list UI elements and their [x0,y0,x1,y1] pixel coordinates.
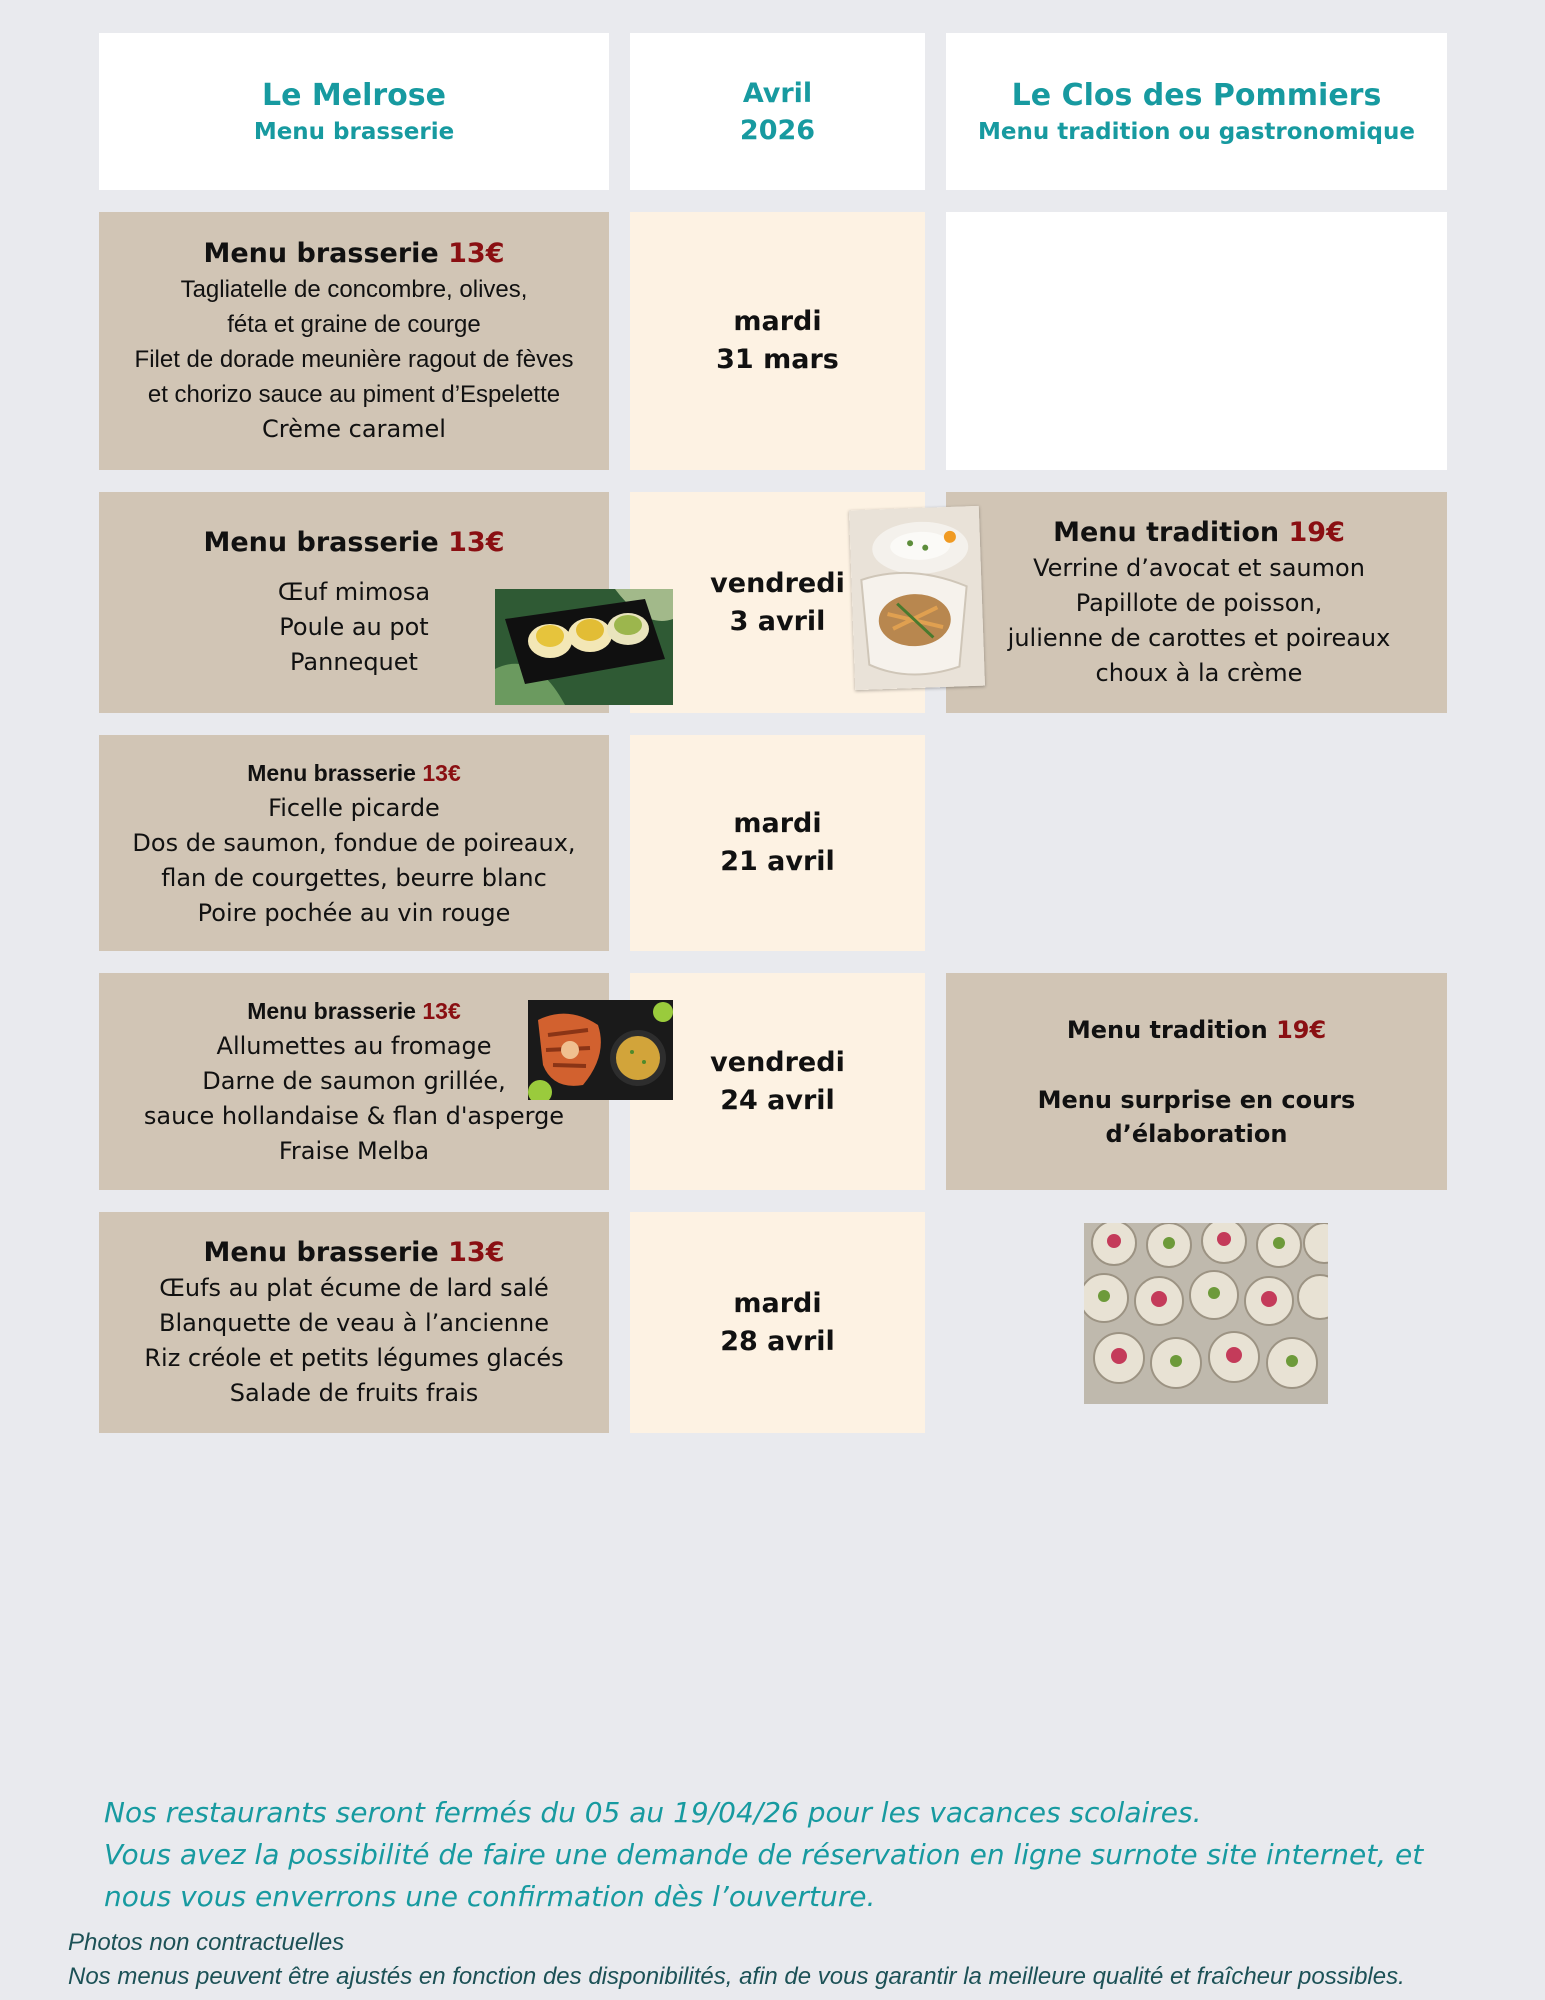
date-28-avril [630,1212,925,1433]
grilled-salmon-photo [528,1000,673,1100]
dish-line: Verrine d’avocat et saumon [1033,553,1365,582]
dish-line: Darne de saumon grillée, [202,1067,506,1095]
reservation-notice-line1: Vous avez la possibilité de faire une demande de réservation en ligne surnote site internet, et [104,1838,1424,1871]
menu-price: 13€ [422,759,461,786]
dish-line: choux à la crème [1095,658,1303,687]
dish-line: Ficelle picarde [268,793,440,822]
restaurant-subtitle-clos: Menu tradition ou gastronomique [978,118,1415,145]
menu-price: 19€ [1276,1015,1327,1044]
header-melrose [99,33,609,190]
verrines-dessert-photo [1084,1223,1328,1404]
menu-adjustment-disclaimer: Nos menus peuvent être ajustés en fonction des disponibilités, afin de vous garantir la meilleure qualité et fraîcheur possibles. [68,1963,1405,1990]
brasserie-menu-31-mars [99,212,609,470]
date-value: 31 mars [716,344,839,375]
date-31-mars [630,212,925,470]
dish-line: Poule au pot [279,613,429,641]
photos-disclaimer: Photos non contractuelles [68,1929,345,1956]
date-day: mardi [733,306,822,337]
brasserie-menu-21-avril [99,735,609,951]
date-value: 24 avril [720,1084,835,1116]
dish-line: Pannequet [290,648,418,676]
menu-title: Menu tradition 19€ [1066,1015,1327,1044]
menu-title: Menu brasserie 13€ [203,1236,505,1268]
dish-line: et chorizo sauce au piment d’Espelette [147,380,561,408]
menu-price: 19€ [1288,516,1345,548]
reservation-notice-line2: nous vous enverrons une confirmation dès l’ouverture. [104,1880,876,1913]
restaurant-title-clos: Le Clos des Pommiers [1011,77,1382,113]
date-day: vendredi [710,1046,845,1078]
dish-line: Fraise Melba [278,1137,430,1165]
date-day: vendredi [710,567,845,599]
restaurant-subtitle-melrose: Menu brasserie [253,118,455,145]
menu-price: 13€ [448,237,505,269]
date-day: mardi [733,1287,822,1319]
menu-price: 13€ [448,527,505,558]
menu-price: 13€ [422,998,461,1024]
header-month [630,33,925,190]
date-24-avril [630,973,925,1190]
tradition-menu-3-avril [946,492,1447,713]
dish-line: Crème caramel [262,414,446,443]
date-value: 28 avril [720,1325,835,1357]
dish-line: sauce hollandaise & flan d'asperge [143,1102,565,1130]
dish-line: Riz créole et petits légumes glacés [144,1343,564,1372]
dish-line: Filet de dorade meunière ragout de fèves [134,345,574,373]
header-clos-des-pommiers [946,33,1447,190]
dish-line: Salade de fruits frais [229,1378,479,1407]
menu-title: Menu tradition 19€ [1053,516,1345,548]
menu-title: Menu brasserie 13€ [203,527,505,558]
dish-line: flan de courgettes, beurre blanc [161,863,547,892]
dish-line: Œuf mimosa [277,578,431,606]
deviled-eggs-photo [495,589,673,705]
date-day: mardi [733,808,822,839]
date-21-avril [630,735,925,951]
closure-notice: Nos restaurants seront fermés du 05 au 19/04/26 pour les vacances scolaires. [104,1796,1202,1829]
surprise-menu-text: Menu surprise en cours d’élaboration [1037,1085,1356,1148]
tradition-menu-24-avril [946,973,1447,1190]
papillote-photo [849,506,985,690]
menu-price: 13€ [448,1236,505,1268]
dish-line: Dos de saumon, fondue de poireaux, [132,828,576,857]
dish-line: Œufs au plat écume de lard salé [159,1273,549,1302]
tradition-empty-31-mars [946,212,1447,470]
restaurant-title-melrose: Le Melrose [262,77,446,113]
dish-line: Allumettes au fromage [216,1032,492,1060]
dish-line: Papillote de poisson, [1075,588,1323,617]
dish-line: Blanquette de veau à l’ancienne [159,1308,549,1337]
dish-line: julienne de carottes et poireaux [1007,623,1391,652]
menu-title: Menu brasserie 13€ [247,998,461,1024]
date-value: 3 avril [729,605,826,637]
brasserie-menu-28-avril [99,1212,609,1433]
menu-title: Menu brasserie 13€ [203,237,505,269]
year-label: 2026 [739,114,816,146]
month-label: Avril [742,77,813,109]
dish-line: Tagliatelle de concombre, olives, [180,275,528,303]
dish-line: Poire pochée au vin rouge [197,898,511,927]
date-value: 21 avril [720,846,835,877]
menu-title: Menu brasserie 13€ [247,759,461,786]
dish-line: féta et graine de courge [227,310,481,338]
